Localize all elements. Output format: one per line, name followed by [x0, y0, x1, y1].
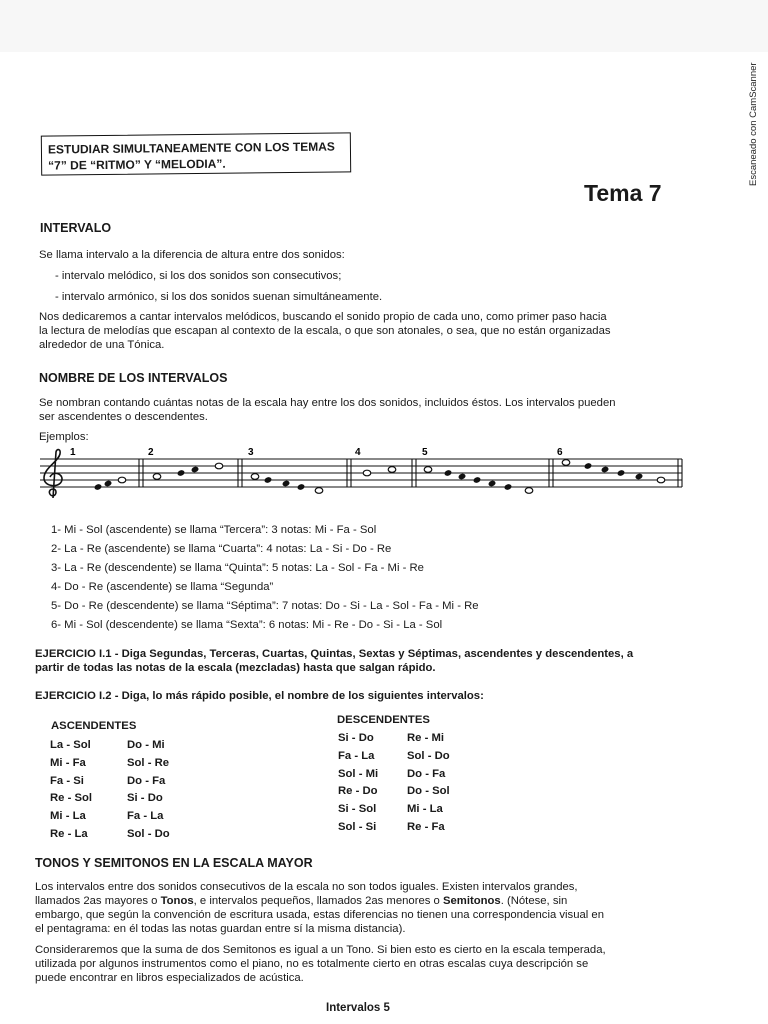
section-heading-tonos: TONOS Y SEMITONOS EN LA ESCALA MAYOR: [35, 856, 313, 870]
ejercicio-2-line: EJERCICIO I.2 - Diga, lo más rápido posible, el nombre de los siguientes intervalos:: [35, 690, 484, 702]
list-item: Re - La: [50, 827, 88, 840]
descendentes-label: DESCENDENTES: [337, 714, 430, 726]
nombre-para-line-2: ser ascendentes o descendentes.: [39, 411, 208, 423]
list-item: Do - Mi: [127, 739, 165, 751]
staff-notes: [94, 460, 665, 494]
intervalo-para-line-3: alrededor de una Tónica.: [39, 339, 165, 351]
tonos-p1-line-3: embargo, que según la convención de escritura usada, estas diferencias no tienen una correspondencia visual en: [35, 909, 604, 921]
staff-number-6: 6: [557, 447, 563, 458]
intervalo-bullet-armonico: - intervalo armónico, si los dos sonidos suenan simultáneamente.: [55, 291, 383, 303]
tonos-p1-line-4: el pentagrama: en él todas las notas guardan entre sí la misma distancia).: [35, 923, 406, 935]
section-heading-nombre: NOMBRE DE LOS INTERVALOS: [39, 371, 228, 385]
nombre-para-line-1: Se nombran contando cuántas notas de la escala hay entre los dos sonidos, incluidos éstos. Los intervalos pueden: [39, 397, 616, 409]
intervalo-para-line-1: Nos dedicaremos a cantar intervalos melódicos, buscando el sonido propio de cada uno, como primer paso hacia: [39, 311, 607, 323]
study-notice-box: [41, 132, 351, 175]
staff-number-4: 4: [355, 447, 361, 458]
tonos-p2-line-1: Consideraremos que la suma de dos Semitonos es igual a un Tono. Si bien esto es cierto en la escala temperada,: [35, 944, 606, 956]
ejercicio-1-line-2: partir de todas las notas de la escala (mezcladas) hasta que salgan rápido.: [35, 662, 436, 674]
list-item: Re - Sol: [50, 792, 93, 805]
ascendentes-col-1: [50, 737, 92, 844]
section-heading-intervalo: INTERVALO: [40, 221, 112, 235]
tonos-p2-line-3: puede encontrar en libros especializados de acústica.: [35, 972, 304, 984]
list-item: Re - Do: [338, 785, 378, 798]
tonos-p1-line-2-c: , e intervalos pequeños, llamados 2as menores o: [193, 895, 443, 907]
list-item: Sol - Mi: [338, 767, 379, 780]
list-item: Mi - La: [407, 803, 443, 816]
list-item: Si - Sol: [338, 803, 377, 816]
list-item: Re - Mi: [407, 732, 445, 744]
intervalo-intro: Se llama intervalo a la diferencia de altura entre dos sonidos:: [39, 249, 345, 261]
scanner-watermark: Escaneado con CamScanner: [748, 62, 759, 186]
tonos-p1-line-1: Los intervalos entre dos sonidos consecutivos de la escala no son todos iguales. Existen intervalos grandes,: [35, 881, 578, 893]
list-item: Sol - Do: [407, 749, 450, 762]
notice-line-1: ESTUDIAR SIMULTANEAMENTE CON LOS TEMAS: [47, 139, 335, 157]
staff-number-3: 3: [248, 447, 254, 458]
list-item: Fa - La: [338, 749, 375, 762]
tonos-p1-line-2-e: . (Nótese, sin: [500, 895, 568, 907]
scan-top-margin: [0, 0, 768, 52]
staff-number-2: 2: [148, 447, 154, 458]
example-item-6: 6- Mi - Sol (descendente) se llama “Sexta”: 6 notas: Mi - Re - Do - Si - La - Sol: [51, 619, 443, 631]
example-item-3: 3- La - Re (descendente) se llama “Quinta”: 5 notas: La - Sol - Fa - Mi - Re: [51, 562, 424, 574]
list-item: Si - Do: [127, 792, 163, 805]
list-item: Si - Do: [338, 732, 374, 744]
page-footer: Intervalos 5: [326, 1002, 390, 1014]
ejercicio-1-line-1: EJERCICIO I.1 - Diga Segundas, Terceras, Cuartas, Quintas, Sextas y Séptimas, ascendentes y descendentes, a: [35, 648, 634, 660]
examples-label: Ejemplos:: [39, 431, 89, 443]
list-item: Mi - Fa: [50, 756, 86, 769]
list-item: Do - Fa: [127, 774, 166, 787]
list-item: Fa - Si: [50, 774, 84, 787]
page-title: Tema 7: [584, 180, 662, 206]
intervalo-bullet-melodico: - intervalo melódico, si los dos sonidos son consecutivos;: [55, 270, 342, 282]
list-item: Sol - Do: [127, 827, 170, 840]
staff-number-1: 1: [70, 447, 76, 458]
music-staff-examples: [36, 446, 686, 508]
list-item: Sol - Re: [127, 756, 170, 769]
example-item-5: 5- Do - Re (descendente) se llama “Séptima”: 7 notas: Do - Si - La - Sol - Fa - Mi - Re: [51, 600, 479, 612]
descendentes-col-1: [338, 730, 378, 837]
tonos-p2-line-2: utilizada por algunos instrumentos como el piano, no es totalmente cierto en otras escalas cuya descripción se: [35, 958, 589, 970]
list-item: Mi - La: [50, 810, 86, 823]
list-item: Do - Sol: [407, 785, 450, 798]
example-item-1: 1- Mi - Sol (ascendente) se llama “Tercera”: 3 notas: Mi - Fa - Sol: [51, 524, 377, 536]
descendentes-col-2: [407, 730, 450, 837]
list-item: Do - Fa: [407, 767, 446, 780]
tonos-term: Tonos: [160, 895, 194, 907]
example-item-4: 4- Do - Re (ascendente) se llama “Segunda”: [51, 581, 274, 593]
list-item: Re - Fa: [407, 820, 445, 833]
intervalo-para-line-2: la lectura de melodías que escapan al contexto de la escala, o que son atonales, o sea, que no están organizadas: [39, 325, 611, 337]
ascendentes-label: ASCENDENTES: [51, 720, 137, 732]
staff-number-5: 5: [422, 447, 428, 458]
semitonos-term: Semitonos: [442, 895, 501, 907]
list-item: Fa - La: [127, 810, 164, 823]
tonos-p1-line-2: [35, 895, 567, 908]
list-item: La - Sol: [50, 739, 91, 751]
treble-clef-icon: [44, 450, 62, 498]
tonos-p1-line-2-a: llamados 2as mayores o: [35, 895, 161, 907]
notice-line-2: “7” DE “RITMO” Y “MELODIA”.: [48, 156, 226, 173]
example-item-2: 2- La - Re (ascendente) se llama “Cuarta”: 4 notas: La - Si - Do - Re: [51, 543, 392, 555]
ascendentes-col-2: [127, 737, 170, 844]
list-item: Sol - Si: [338, 820, 377, 833]
